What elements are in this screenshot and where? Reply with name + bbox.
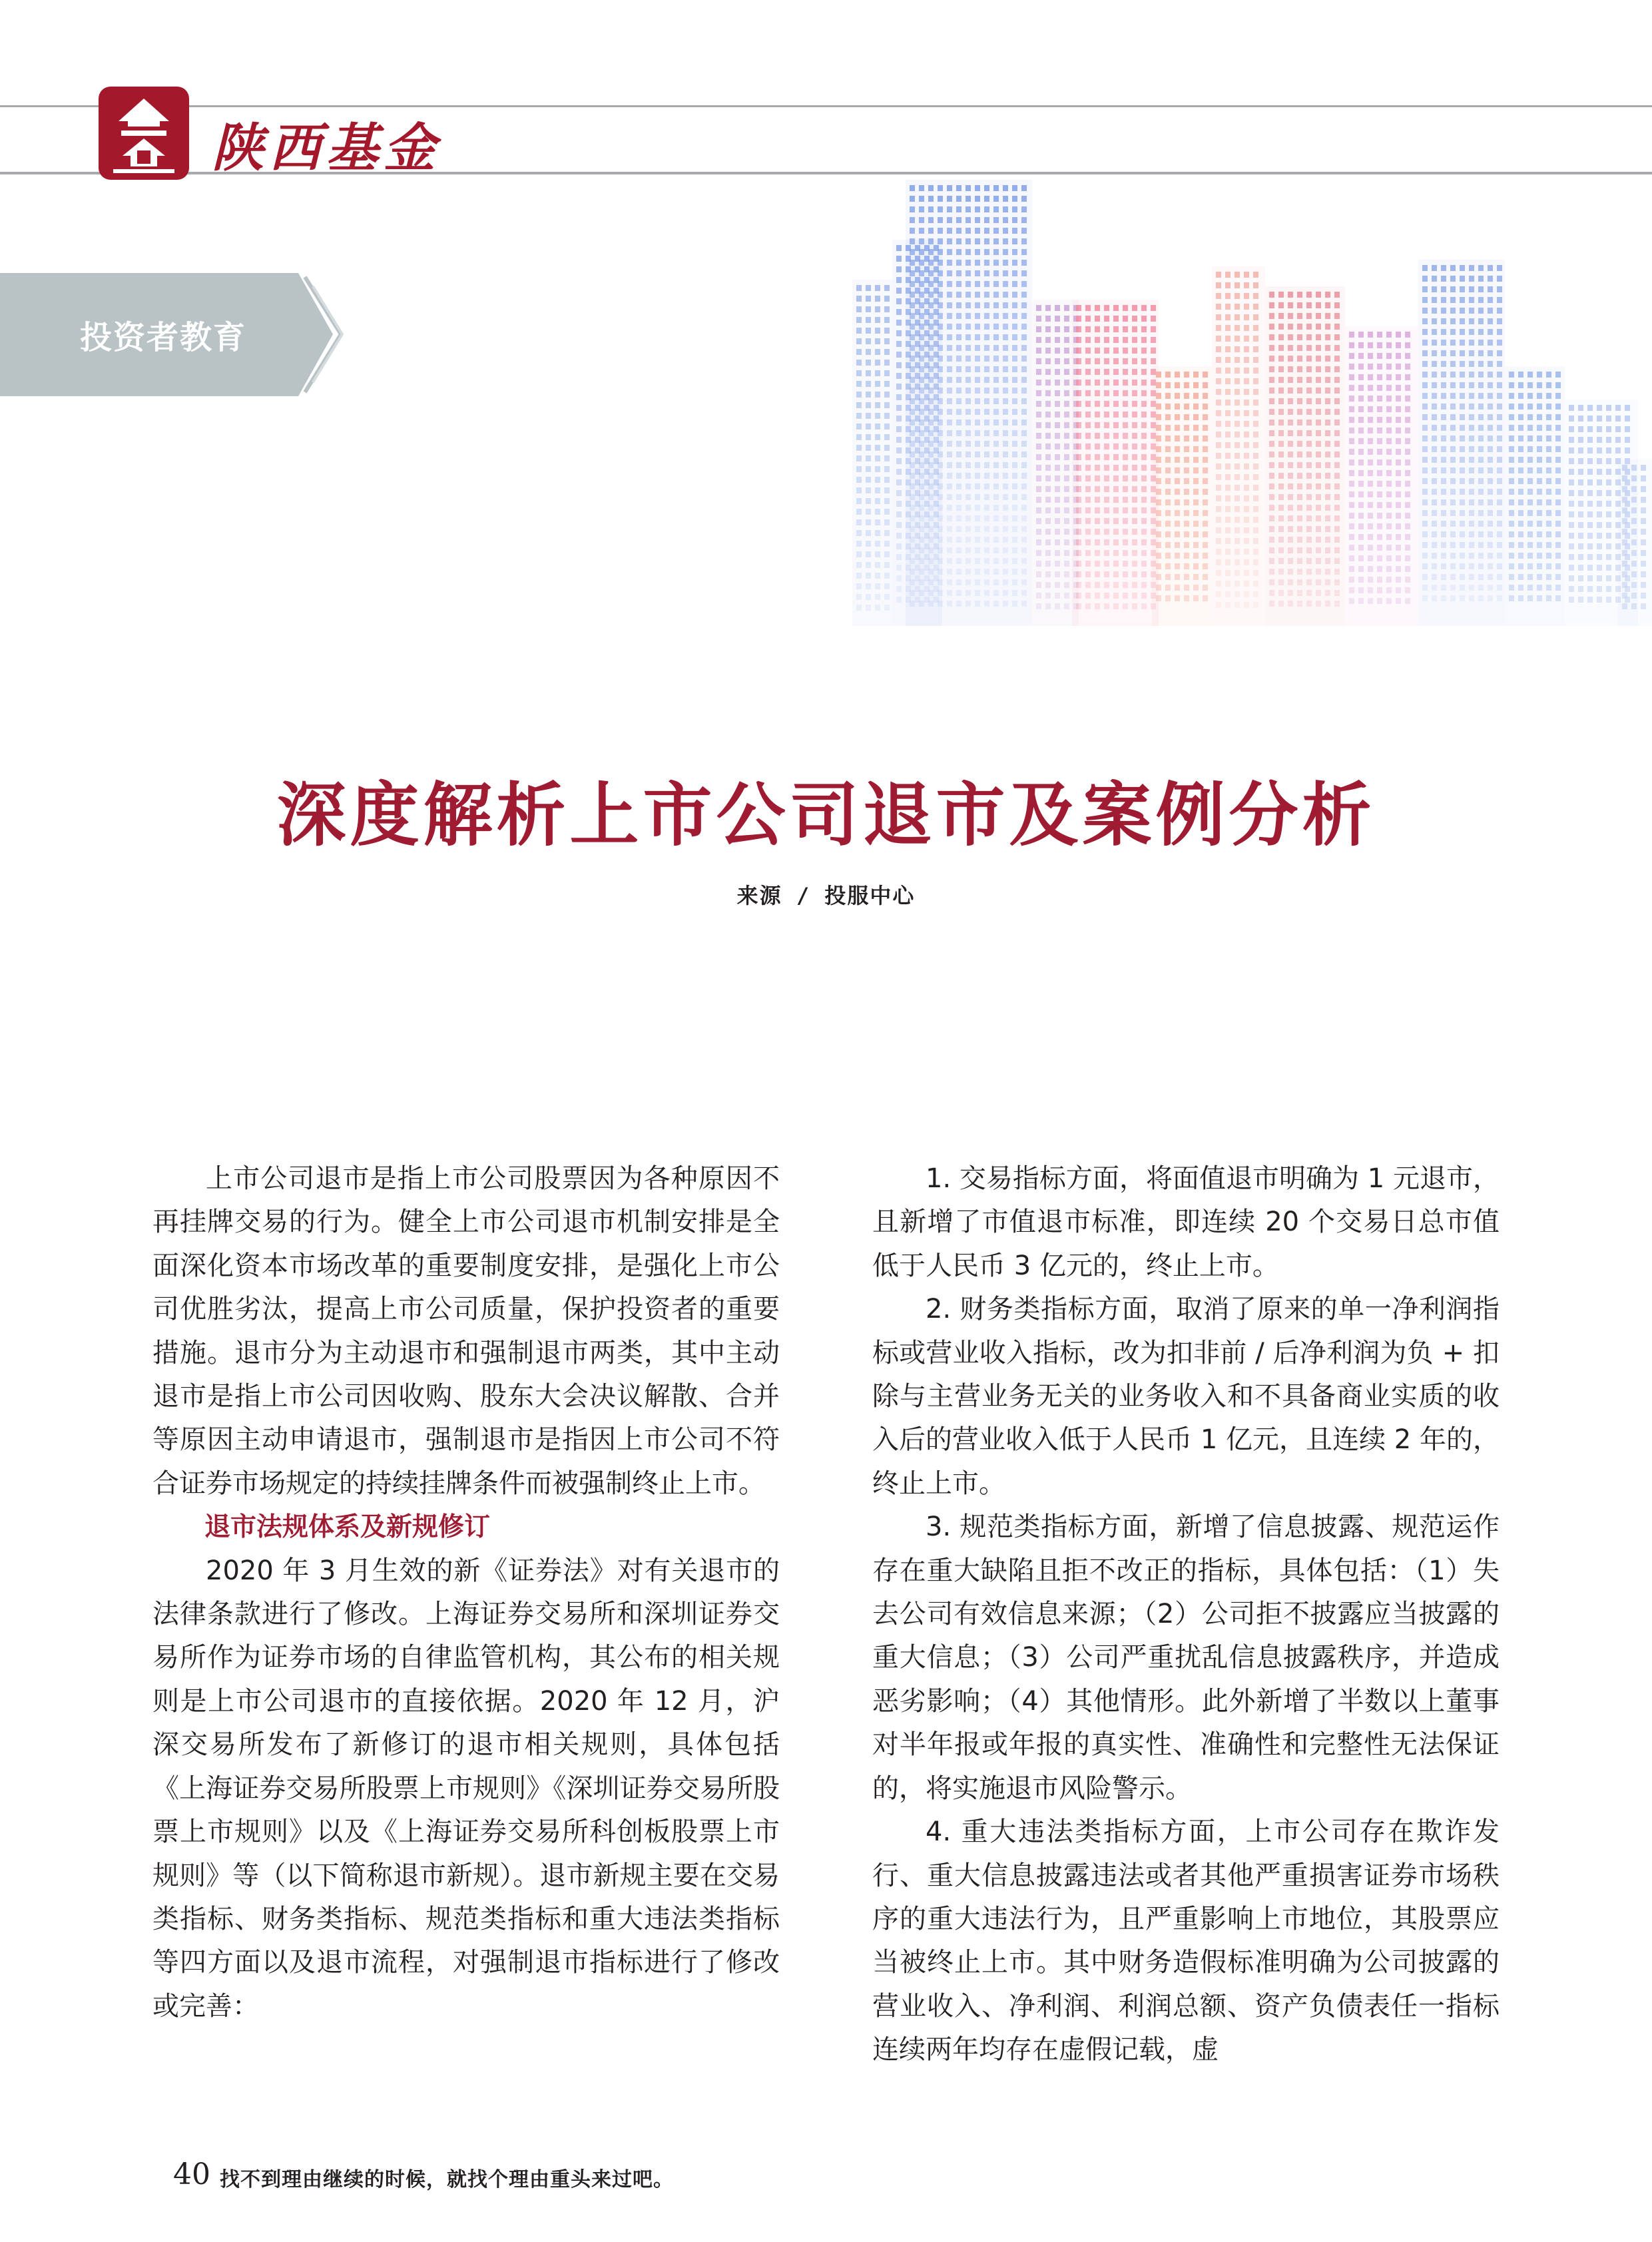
skyline-building: [1505, 366, 1565, 626]
skyline-building: [1618, 459, 1652, 626]
skyline-building: [1418, 260, 1505, 626]
footer-slogan: 找不到理由继续的时候，就找个理由重头来过吧。: [220, 2168, 674, 2191]
city-skyline-illustration: [852, 166, 1652, 626]
paragraph: 1. 交易指标方面，将面值退市明确为 1 元退市，且新增了市值退市标准，即连续 20 个交易日总市值低于人民币 3 亿元的，终止上市。: [872, 1163, 1500, 1281]
skyline-building: [852, 280, 892, 626]
paragraph: 2020 年 3 月生效的新《证券法》对有关退市的法律条款进行了修改。上海证券交易所和深圳证券交易所作为证券市场的自律监管机构，其公布的相关规则是上市公司退市的直接依据。2020 年 12 月，沪深交易所发布了新修订的退市相关规则，具体包括《上海证券交易所股票上市规则》《深圳证券交易所股票上市规则》以及《上海证券交易所科创板股票上市规则》等（以下简称退市新规）。退市新规主要在交易类指标、财务类指标、规范类指标和重大违法类指标等四方面以及退市流程，对强制退市指标进行了修改或完善：: [152, 1555, 780, 2022]
paragraph: 3. 规范类指标方面，新增了信息披露、规范运作存在重大缺陷且拒不改正的指标，具体包括：（1）失去公司有效信息来源；（2）公司拒不披露应当披露的重大信息；（3）公司严重扰乱信息披露秩序，并造成恶劣影响；（4）其他情形。此外新增了半数以上董事对半年报或年报的真实性、准确性和完整性无法保证的，将实施退市风险警示。: [872, 1512, 1500, 1804]
article-column-right: [872, 1157, 1500, 2072]
page-number: 40: [173, 2157, 210, 2191]
skyline-building: [1212, 266, 1265, 626]
skyline-building: [1072, 300, 1159, 626]
skyline-building: [906, 180, 1032, 626]
article-column-left: [152, 1157, 780, 2028]
skyline-building: [1265, 286, 1345, 626]
paragraph: 上市公司退市是指上市公司股票因为各种原因不再挂牌交易的行为。健全上市公司退市机制安排是全面深化资本市场改革的重要制度安排，是强化上市公司优胜劣汰，提高上市公司质量，保护投资者的重要措施。退市分为主动退市和强制退市两类，其中主动退市是指上市公司因收购、股东大会决议解散、合并等原因主动申请退市，强制退市是指因上市公司不符合证券市场规定的持续挂牌条件而被强制终止上市。: [152, 1163, 780, 1499]
paragraph: 2. 财务类指标方面，取消了原来的单一净利润指标或营业收入指标，改为扣非前 / 后净利润为负 + 扣除与主营业务无关的业务收入和不具备商业实质的收入后的营业收入低于人民币 1 亿元，且连续 2 年的，终止上市。: [872, 1294, 1500, 1499]
logo-emblem: [99, 87, 189, 180]
article-title: 深度解析上市公司退市及案例分析: [276, 774, 1376, 856]
article-byline: 来源 / 投服中心: [736, 883, 916, 908]
section-label: 投资者教育: [80, 319, 247, 356]
skyline-building: [1032, 300, 1079, 626]
section-subheading: 退市法规体系及新规修订: [204, 1512, 491, 1543]
skyline-building: [1152, 366, 1212, 626]
brand-name: 陕西基金: [212, 118, 441, 178]
paragraph: 4. 重大违法类指标方面，上市公司存在欺诈发行、重大信息披露违法或者其他严重损害证券市场秩序的重大违法行为，且严重影响上市地位，其股票应当被终止上市。其中财务造假标准明确为公司披露的营业收入、净利润、利润总额、资产负债表任一指标连续两年均存在虚假记载，虚: [872, 1817, 1500, 2066]
skyline-building: [1345, 326, 1418, 626]
seal-logo-icon: [99, 87, 189, 180]
